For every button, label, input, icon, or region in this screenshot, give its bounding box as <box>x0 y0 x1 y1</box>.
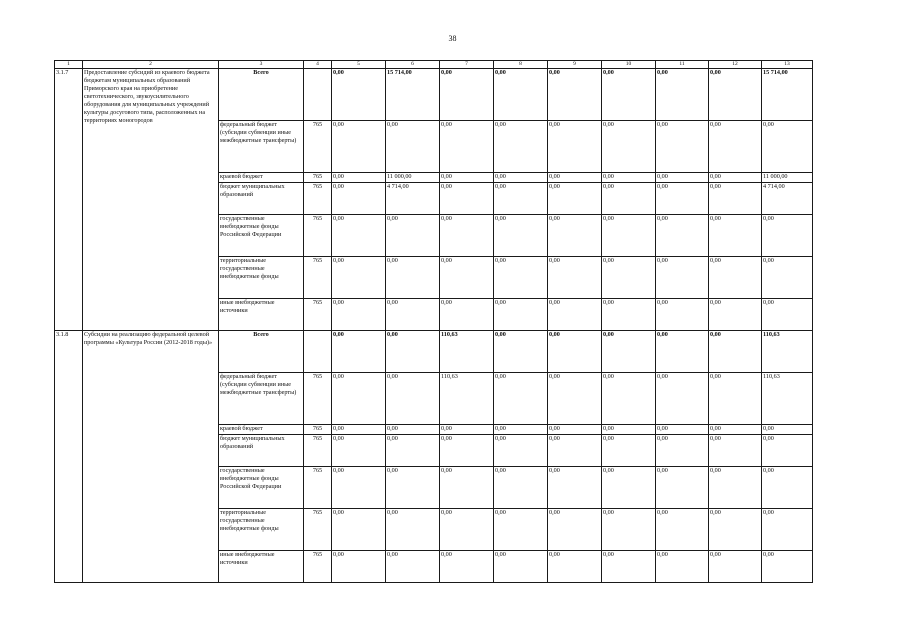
value-cell: 0,00 <box>656 331 709 373</box>
value-cell: 15 714,00 <box>386 69 440 121</box>
value-cell: 0,00 <box>332 425 386 435</box>
source-cell: территориальные государственные внебюджетные фонды <box>219 257 304 299</box>
value-cell: 0,00 <box>440 425 494 435</box>
code-cell: 765 <box>304 183 332 215</box>
code-cell: 765 <box>304 373 332 425</box>
value-cell: 0,00 <box>602 551 656 583</box>
measure-name: Субсидии на реализацию федеральной целевой программы «Культура России (2012-2018 годы)» <box>83 331 219 583</box>
value-cell: 0,00 <box>762 215 813 257</box>
header-cell: 4 <box>304 61 332 69</box>
value-cell: 0,00 <box>332 257 386 299</box>
value-cell: 0,00 <box>494 509 548 551</box>
value-cell: 0,00 <box>709 257 762 299</box>
source-cell: территориальные государственные внебюджетные фонды <box>219 509 304 551</box>
header-cell: 11 <box>656 61 709 69</box>
value-cell: 0,00 <box>332 435 386 467</box>
value-cell: 0,00 <box>602 509 656 551</box>
code-cell: 765 <box>304 121 332 173</box>
value-cell: 0,00 <box>656 299 709 331</box>
value-cell: 0,00 <box>656 435 709 467</box>
source-cell: Всего <box>219 69 304 121</box>
value-cell: 0,00 <box>548 183 602 215</box>
source-cell: иные внебюджетные источники <box>219 299 304 331</box>
header-cell: 7 <box>440 61 494 69</box>
value-cell: 0,00 <box>332 121 386 173</box>
value-cell: 0,00 <box>656 121 709 173</box>
value-cell: 0,00 <box>494 331 548 373</box>
value-cell: 0,00 <box>602 183 656 215</box>
value-cell: 0,00 <box>440 435 494 467</box>
value-cell: 0,00 <box>494 257 548 299</box>
value-cell: 0,00 <box>548 467 602 509</box>
value-cell: 0,00 <box>709 509 762 551</box>
value-cell: 0,00 <box>762 257 813 299</box>
value-cell: 0,00 <box>440 69 494 121</box>
value-cell: 0,00 <box>602 435 656 467</box>
value-cell: 0,00 <box>602 331 656 373</box>
value-cell: 0,00 <box>494 551 548 583</box>
value-cell: 0,00 <box>656 69 709 121</box>
code-cell: 765 <box>304 467 332 509</box>
value-cell: 0,00 <box>494 299 548 331</box>
value-cell: 0,00 <box>494 183 548 215</box>
value-cell: 0,00 <box>548 435 602 467</box>
value-cell: 0,00 <box>494 373 548 425</box>
value-cell: 0,00 <box>762 509 813 551</box>
value-cell: 0,00 <box>602 173 656 183</box>
code-cell: 765 <box>304 551 332 583</box>
value-cell: 0,00 <box>709 183 762 215</box>
value-cell: 0,00 <box>709 173 762 183</box>
value-cell: 0,00 <box>656 257 709 299</box>
code-cell: 765 <box>304 299 332 331</box>
source-cell: краевой бюджет <box>219 425 304 435</box>
value-cell: 0,00 <box>548 173 602 183</box>
value-cell: 0,00 <box>709 467 762 509</box>
header-cell: 13 <box>762 61 813 69</box>
value-cell: 0,00 <box>762 425 813 435</box>
value-cell: 0,00 <box>386 425 440 435</box>
value-cell: 0,00 <box>656 467 709 509</box>
value-cell: 0,00 <box>440 551 494 583</box>
value-cell: 0,00 <box>332 331 386 373</box>
code-cell: 765 <box>304 425 332 435</box>
value-cell: 0,00 <box>602 373 656 425</box>
value-cell: 0,00 <box>332 173 386 183</box>
value-cell: 0,00 <box>548 331 602 373</box>
value-cell: 0,00 <box>494 425 548 435</box>
page-number: 38 <box>448 34 457 43</box>
value-cell: 0,00 <box>709 121 762 173</box>
header-cell: 10 <box>602 61 656 69</box>
code-cell <box>304 69 332 121</box>
value-cell: 0,00 <box>762 551 813 583</box>
table-row <box>55 69 813 121</box>
value-cell: 0,00 <box>440 121 494 173</box>
value-cell: 0,00 <box>332 551 386 583</box>
source-cell: государственные внебюджетные фонды Российской Федерации <box>219 467 304 509</box>
header-cell: 1 <box>55 61 83 69</box>
code-cell: 765 <box>304 435 332 467</box>
value-cell: 0,00 <box>386 467 440 509</box>
value-cell: 0,00 <box>709 435 762 467</box>
value-cell: 0,00 <box>762 299 813 331</box>
value-cell: 0,00 <box>494 121 548 173</box>
source-cell: бюджет муниципальных образований <box>219 435 304 467</box>
value-cell: 0,00 <box>656 183 709 215</box>
header-cell: 12 <box>709 61 762 69</box>
code-cell: 765 <box>304 173 332 183</box>
value-cell: 0,00 <box>762 467 813 509</box>
value-cell: 0,00 <box>602 69 656 121</box>
value-cell: 0,00 <box>494 173 548 183</box>
measure-name: Предоставление субсидий из краевого бюджета бюджетам муниципальных образований Приморского края на приобретение светотехнического, звукоусилительного оборудования для муниципальных учреждений культуры досугового типа, расположенных на территориях моногородов <box>83 69 219 331</box>
value-cell: 0,00 <box>386 435 440 467</box>
value-cell: 0,00 <box>709 425 762 435</box>
value-cell: 0,00 <box>440 299 494 331</box>
value-cell: 0,00 <box>494 467 548 509</box>
value-cell: 0,00 <box>548 425 602 435</box>
value-cell: 0,00 <box>494 215 548 257</box>
value-cell: 11 000,00 <box>762 173 813 183</box>
header-cell: 9 <box>548 61 602 69</box>
value-cell: 11 000,00 <box>386 173 440 183</box>
row-id: 3.1.7 <box>55 69 83 331</box>
source-cell: Всего <box>219 331 304 373</box>
row-id: 3.1.8 <box>55 331 83 583</box>
source-cell: краевой бюджет <box>219 173 304 183</box>
code-cell: 765 <box>304 257 332 299</box>
value-cell: 0,00 <box>602 425 656 435</box>
value-cell: 0,00 <box>602 299 656 331</box>
value-cell: 0,00 <box>656 173 709 183</box>
header-cell: 8 <box>494 61 548 69</box>
value-cell: 0,00 <box>332 183 386 215</box>
column-number-row <box>55 61 813 69</box>
value-cell: 0,00 <box>440 183 494 215</box>
header-cell: 6 <box>386 61 440 69</box>
value-cell: 0,00 <box>709 215 762 257</box>
value-cell: 0,00 <box>709 373 762 425</box>
value-cell: 4 714,00 <box>762 183 813 215</box>
value-cell: 0,00 <box>332 509 386 551</box>
value-cell: 0,00 <box>494 435 548 467</box>
value-cell: 0,00 <box>656 373 709 425</box>
value-cell: 0,00 <box>386 257 440 299</box>
value-cell: 0,00 <box>386 551 440 583</box>
value-cell: 0,00 <box>386 299 440 331</box>
header-cell: 5 <box>332 61 386 69</box>
value-cell: 0,00 <box>548 551 602 583</box>
value-cell: 0,00 <box>440 467 494 509</box>
value-cell: 0,00 <box>548 215 602 257</box>
value-cell: 0,00 <box>386 121 440 173</box>
value-cell: 0,00 <box>602 257 656 299</box>
value-cell: 0,00 <box>709 551 762 583</box>
value-cell: 0,00 <box>762 435 813 467</box>
value-cell: 110,63 <box>440 373 494 425</box>
value-cell: 4 714,00 <box>386 183 440 215</box>
value-cell: 0,00 <box>548 257 602 299</box>
header-cell: 2 <box>83 61 219 69</box>
value-cell: 0,00 <box>762 121 813 173</box>
value-cell: 0,00 <box>548 121 602 173</box>
value-cell: 0,00 <box>332 69 386 121</box>
value-cell: 110,63 <box>762 331 813 373</box>
value-cell: 15 714,00 <box>762 69 813 121</box>
value-cell: 0,00 <box>548 373 602 425</box>
value-cell: 0,00 <box>332 215 386 257</box>
source-cell: государственные внебюджетные фонды Российской Федерации <box>219 215 304 257</box>
value-cell: 0,00 <box>656 551 709 583</box>
value-cell: 0,00 <box>548 69 602 121</box>
source-cell: федеральный бюджет (субсидии субвенции иные межбюджетные трансферты) <box>219 373 304 425</box>
code-cell: 765 <box>304 509 332 551</box>
value-cell: 0,00 <box>332 373 386 425</box>
value-cell: 0,00 <box>656 509 709 551</box>
code-cell <box>304 331 332 373</box>
value-cell: 0,00 <box>602 215 656 257</box>
value-cell: 0,00 <box>386 215 440 257</box>
table-row <box>55 331 813 373</box>
value-cell: 0,00 <box>440 215 494 257</box>
header-cell: 3 <box>219 61 304 69</box>
value-cell: 110,63 <box>762 373 813 425</box>
value-cell: 0,00 <box>709 69 762 121</box>
source-cell: бюджет муниципальных образований <box>219 183 304 215</box>
value-cell: 0,00 <box>386 373 440 425</box>
value-cell: 0,00 <box>656 425 709 435</box>
budget-table <box>54 60 813 583</box>
value-cell: 0,00 <box>656 215 709 257</box>
value-cell: 0,00 <box>548 299 602 331</box>
value-cell: 0,00 <box>709 331 762 373</box>
value-cell: 0,00 <box>602 467 656 509</box>
value-cell: 0,00 <box>494 69 548 121</box>
value-cell: 0,00 <box>440 509 494 551</box>
source-cell: иные внебюджетные источники <box>219 551 304 583</box>
value-cell: 0,00 <box>709 299 762 331</box>
code-cell: 765 <box>304 215 332 257</box>
value-cell: 0,00 <box>332 467 386 509</box>
value-cell: 0,00 <box>440 257 494 299</box>
source-cell: федеральный бюджет (субсидии субвенции иные межбюджетные трансферты) <box>219 121 304 173</box>
value-cell: 0,00 <box>386 509 440 551</box>
value-cell: 0,00 <box>602 121 656 173</box>
value-cell: 0,00 <box>440 173 494 183</box>
value-cell: 0,00 <box>386 331 440 373</box>
value-cell: 0,00 <box>548 509 602 551</box>
value-cell: 110,63 <box>440 331 494 373</box>
value-cell: 0,00 <box>332 299 386 331</box>
